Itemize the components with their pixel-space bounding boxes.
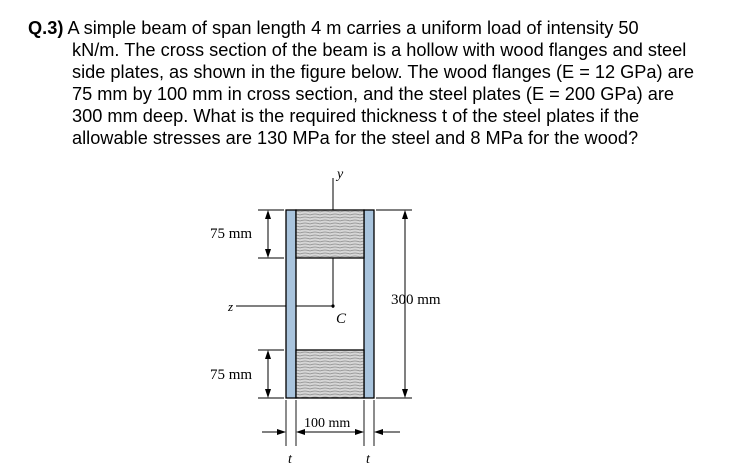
centroid-point [331,304,334,307]
bottom-flange-dimension [210,350,284,398]
thickness-left-label: t [288,452,292,467]
wood-flange-top [296,210,364,258]
bottom-flange-dim-label: 75 mm [210,367,253,383]
question-label: Q.3) [28,18,64,38]
question-line-6: allowable stresses are 130 MPa for the steel and 8 MPa for the wood? [72,128,639,148]
top-flange-dimension [210,210,284,258]
question-line-1: Q.3) A simple beam of span length 4 m carries a uniform load of intensity 50 [28,18,639,38]
thickness-dimension-right [366,429,400,467]
y-axis-label: y [337,167,344,182]
depth-dimension [376,210,441,398]
thickness-right-label: t [366,452,370,467]
centroid-label: C [336,311,347,327]
steel-plate-right [364,210,374,398]
width-dim-label: 100 mm [304,416,351,431]
z-axis-label: z [228,299,234,314]
width-dimension [286,400,374,446]
question-line-3: side plates, as shown in the figure below. The wood flanges (E = 12 GPa) are [72,62,694,82]
question-line-4: 75 mm by 100 mm in cross section, and the steel plates (E = 200 GPa) are [72,84,674,104]
question-line-5: 300 mm deep. What is the required thickness t of the steel plates if the [72,106,640,126]
depth-dim-label: 300 mm [391,292,441,308]
steel-plate-left [286,210,296,398]
wood-flange-bottom [296,350,364,398]
top-flange-dim-label: 75 mm [210,226,253,242]
question-line-2: kN/m. The cross section of the beam is a hollow with wood flanges and steel [72,40,687,60]
thickness-dimension-left [262,429,293,467]
